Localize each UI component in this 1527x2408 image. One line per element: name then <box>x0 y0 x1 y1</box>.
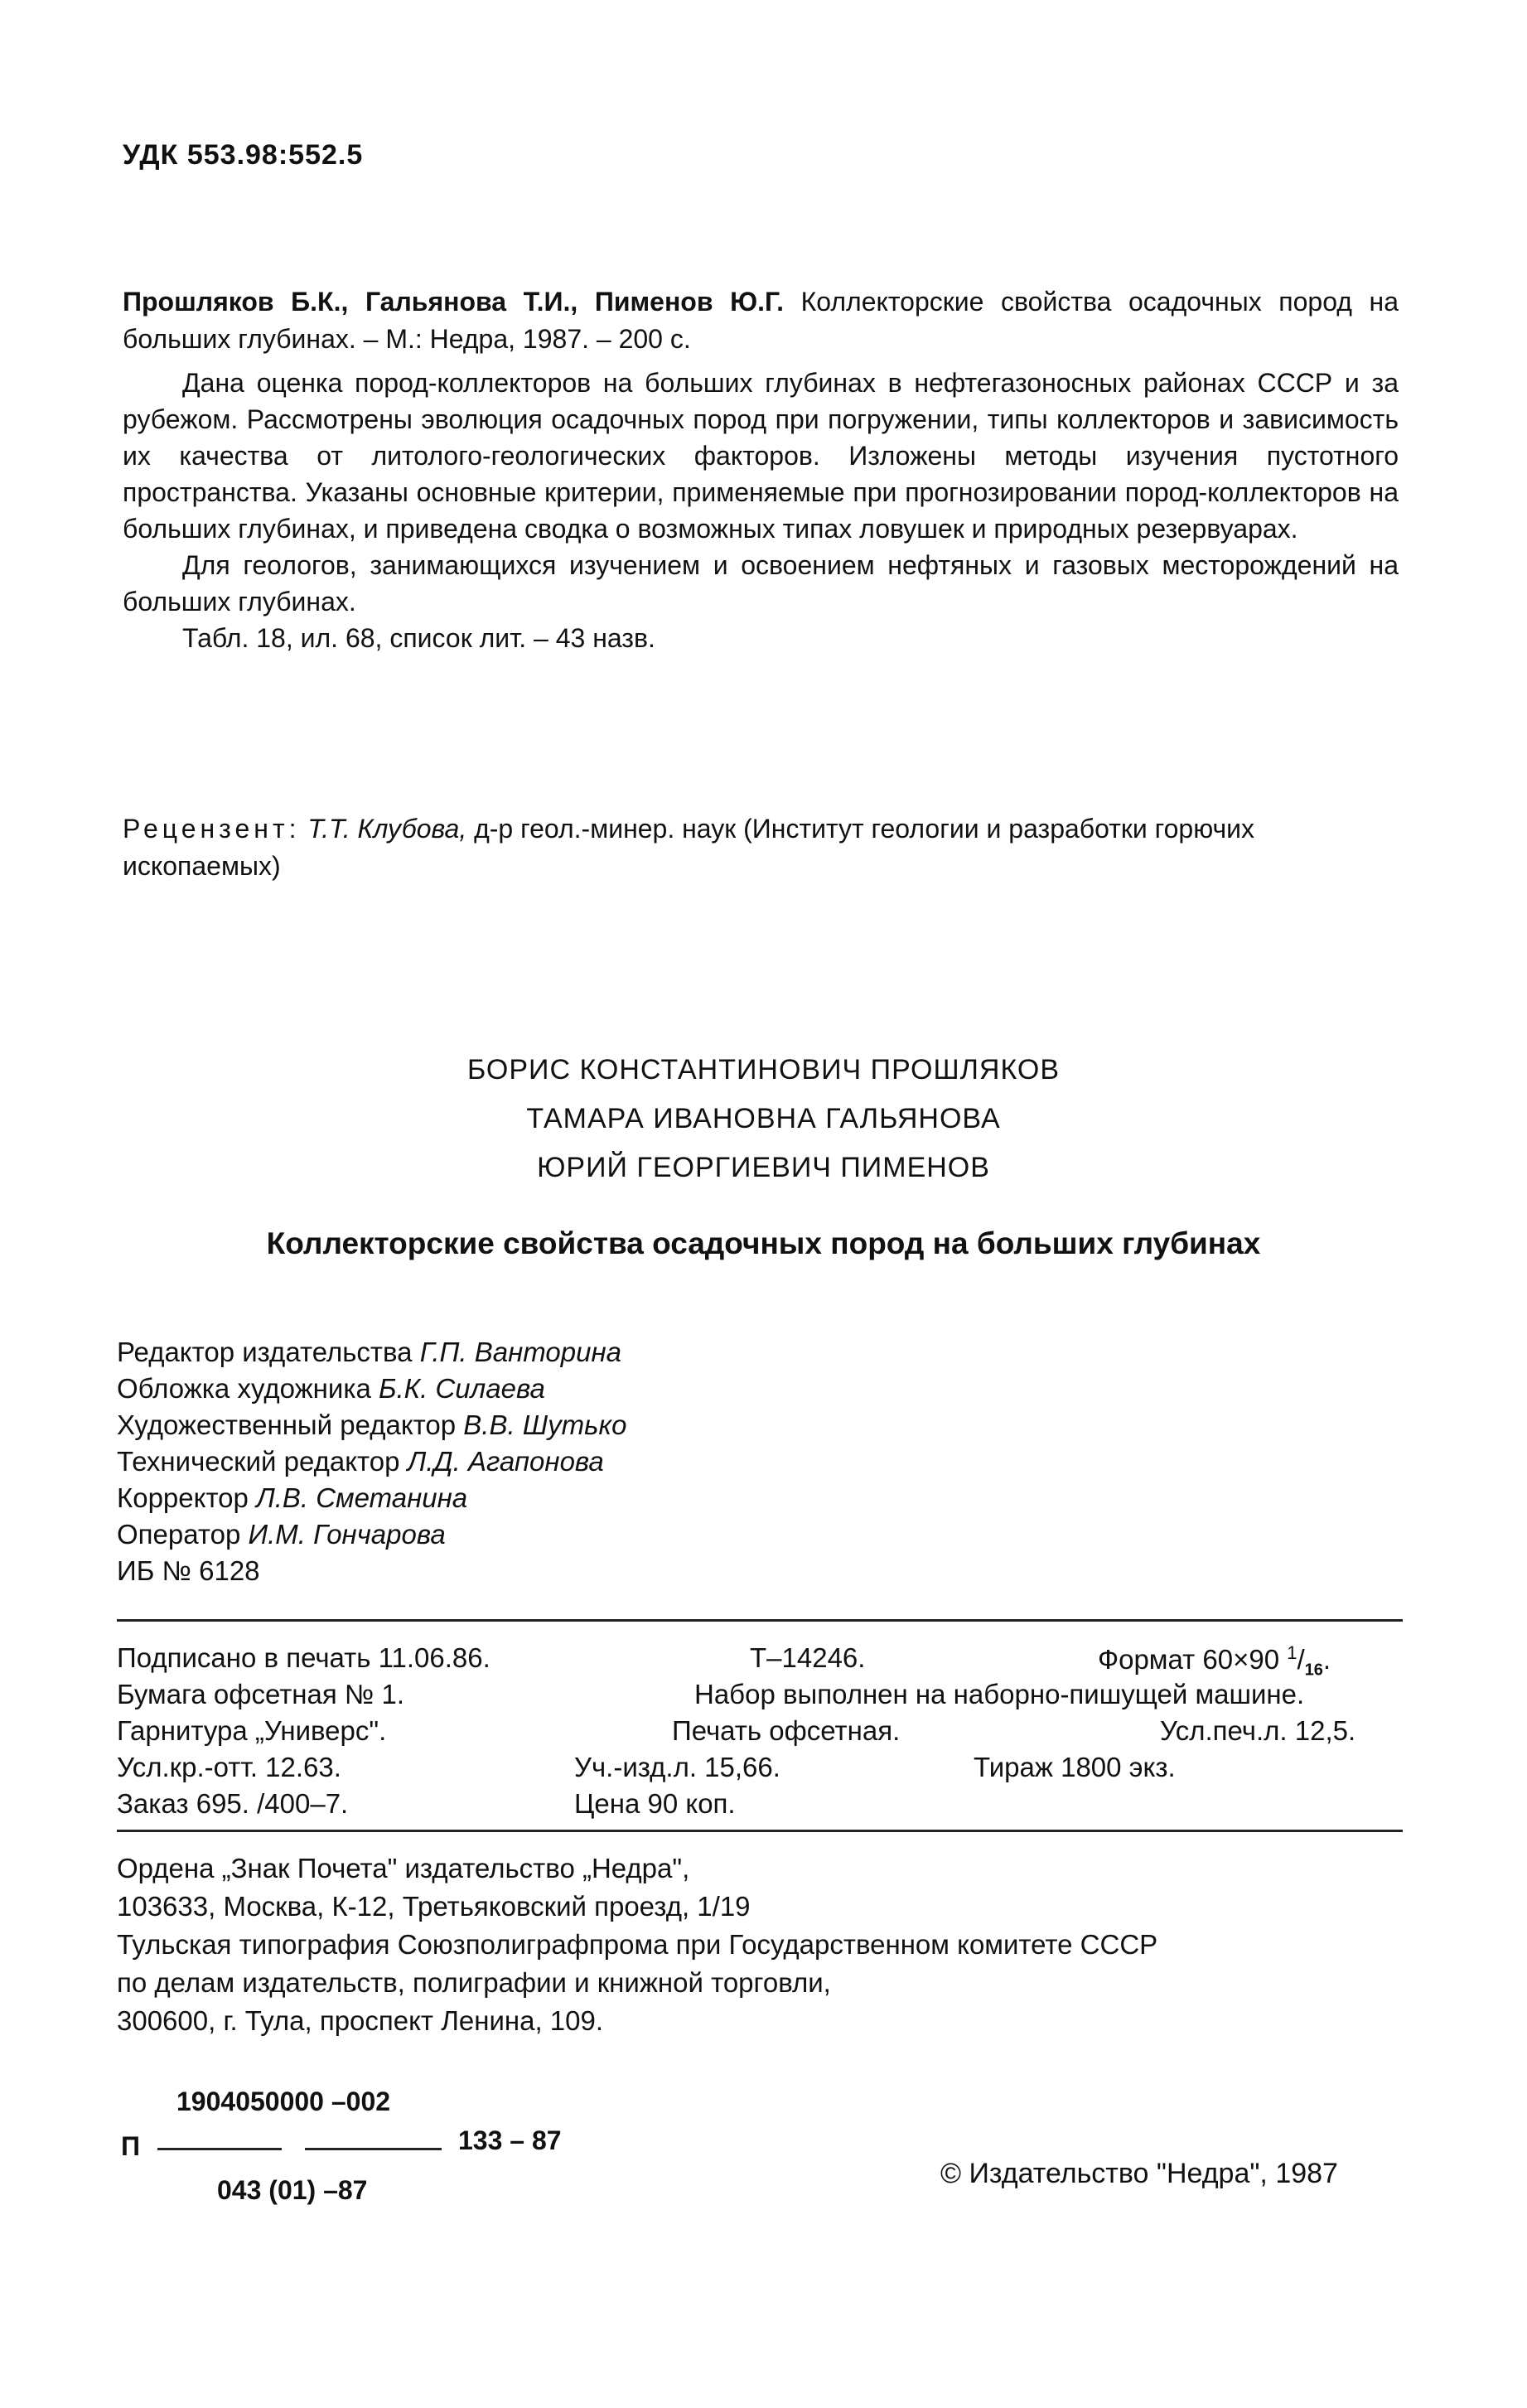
staff-name: Л.В. Сметанина <box>256 1482 468 1513</box>
abstract-paragraph: Дана оценка пород-коллекторов на больших глубинах в нефтегазоносных районах СССР и за рубежом. Рассмотрены эволюция осадочных пород при погружении, типы коллекторов и зависимость их качества от литолого-геологических факторов. Изложены методы изучения пустотного пространства. Указаны основные критерии, применяемые при прогнозировании пород-коллекторов на больших глубинах, и приведена сводка о возможных типах ловушек и природных резервуарах. <box>123 368 1399 544</box>
staff-name: Г.П. Ванторина <box>419 1337 621 1367</box>
staff-name: Б.К. Силаева <box>379 1373 545 1404</box>
print-format: Формат 60×90 $^1/_{16}$. <box>1098 1642 1331 1680</box>
print-usl-kr: Усл.кр.-отт. 12.63. <box>117 1752 341 1782</box>
print-order: Заказ 695. /400–7. <box>117 1788 349 1819</box>
print-usl-pech: Усл.печ.л. 12,5. <box>1160 1715 1356 1746</box>
staff-item <box>117 1407 626 1443</box>
print-price: Цена 90 коп. <box>574 1788 736 1819</box>
print-typeset: Набор выполнен на наборно-пишущей машине. <box>694 1679 1305 1709</box>
ib-number: ИБ № 6128 <box>117 1555 260 1586</box>
code-fraction-line <box>305 2148 442 2150</box>
print-t-number: Т–14246. <box>750 1642 866 1673</box>
staff-role: Художественный редактор <box>117 1410 457 1440</box>
divider <box>117 1619 1403 1622</box>
publisher-line: 103633, Москва, К-12, Третьяковский проезд, 1/19 <box>117 1891 751 1922</box>
reviewer-label: Рецензент: <box>123 814 301 844</box>
print-method: Печать офсетная. <box>672 1715 901 1746</box>
abstract <box>123 365 1399 656</box>
staff-list <box>117 1334 626 1589</box>
staff-name: Л.Д. Агапонова <box>407 1446 604 1477</box>
staff-role: Корректор <box>117 1482 249 1513</box>
reviewer <box>123 810 1399 885</box>
print-uch-izd: Уч.-изд.л. 15,66. <box>574 1752 780 1782</box>
author-names <box>0 1046 1527 1192</box>
staff-name: И.М. Гончарова <box>248 1519 446 1550</box>
print-paper: Бумага офсетная № 1. <box>117 1679 405 1709</box>
author-name: ТАМАРА ИВАНОВНА ГАЛЬЯНОВА <box>526 1103 1001 1134</box>
publisher-line: Тульская типография Союзполиграфпрома при Государственном комитете СССР <box>117 1929 1158 1960</box>
abstract-audience: Для геологов, занимающихся изучением и освоением нефтяных и газовых месторождений на больших глубинах. <box>123 550 1399 617</box>
staff-item <box>117 1334 626 1371</box>
publisher-line: Ордена „Знак Почета" издательство „Недра", <box>117 1853 690 1883</box>
staff-role: Оператор <box>117 1519 241 1550</box>
copyright: © Издательство "Недра", 1987 <box>940 2158 1338 2189</box>
print-tirazh: Тираж 1800 экз. <box>974 1752 1176 1782</box>
citation-text: Коллекторские свойства осадочных пород на больших глубинах. – М.: Недра, 1987. – 200 с. <box>123 287 1399 354</box>
abstract-counts: Табл. 18, ил. 68, список лит. – 43 назв. <box>182 623 655 653</box>
staff-role: Редактор издательства <box>117 1337 413 1367</box>
reviewer-details: д-р геол.-минер. наук (Институт геологии и разработки горючих ископаемых) <box>123 814 1255 881</box>
staff-item <box>117 1371 626 1407</box>
staff-role: Обложка художника <box>117 1373 371 1404</box>
staff-item <box>117 1443 626 1480</box>
staff-name: В.В. Шутько <box>463 1410 627 1440</box>
bibliographic-citation <box>123 283 1399 358</box>
publisher-info <box>117 1850 1403 2040</box>
author-name: БОРИС КОНСТАНТИНОВИЧ ПРОШЛЯКОВ <box>466 1054 1061 1086</box>
udk-code: УДК 553.98:552.5 <box>123 139 364 171</box>
staff-item <box>117 1516 626 1553</box>
divider <box>117 1830 1403 1832</box>
print-font: Гарнитура „Универс". <box>117 1715 387 1746</box>
staff-item <box>117 1480 626 1516</box>
publisher-line: 300600, г. Тула, проспект Ленина, 109. <box>117 2005 604 2036</box>
code-fraction-line <box>157 2148 282 2150</box>
citation-authors: Прошляков Б.К., Гальянова Т.И., Пименов Ю.Г. <box>123 287 785 317</box>
code-letter: П <box>121 2131 140 2161</box>
print-signed: Подписано в печать 11.06.86. <box>117 1642 490 1673</box>
book-title: Коллекторские свойства осадочных пород на больших глубинах <box>266 1226 1261 1260</box>
code-bottom: 043 (01) –87 <box>217 2175 368 2205</box>
code-mid: 133 – 87 <box>458 2125 562 2155</box>
staff-role: Технический редактор <box>117 1446 400 1477</box>
reviewer-name: Т.Т. Клубова, <box>307 814 467 844</box>
code-top: 1904050000 –002 <box>176 2086 391 2116</box>
author-name: ЮРИЙ ГЕОРГИЕВИЧ ПИМЕНОВ <box>537 1152 990 1183</box>
publisher-line: по делам издательств, полиграфии и книжной торговли, <box>117 1967 831 1998</box>
